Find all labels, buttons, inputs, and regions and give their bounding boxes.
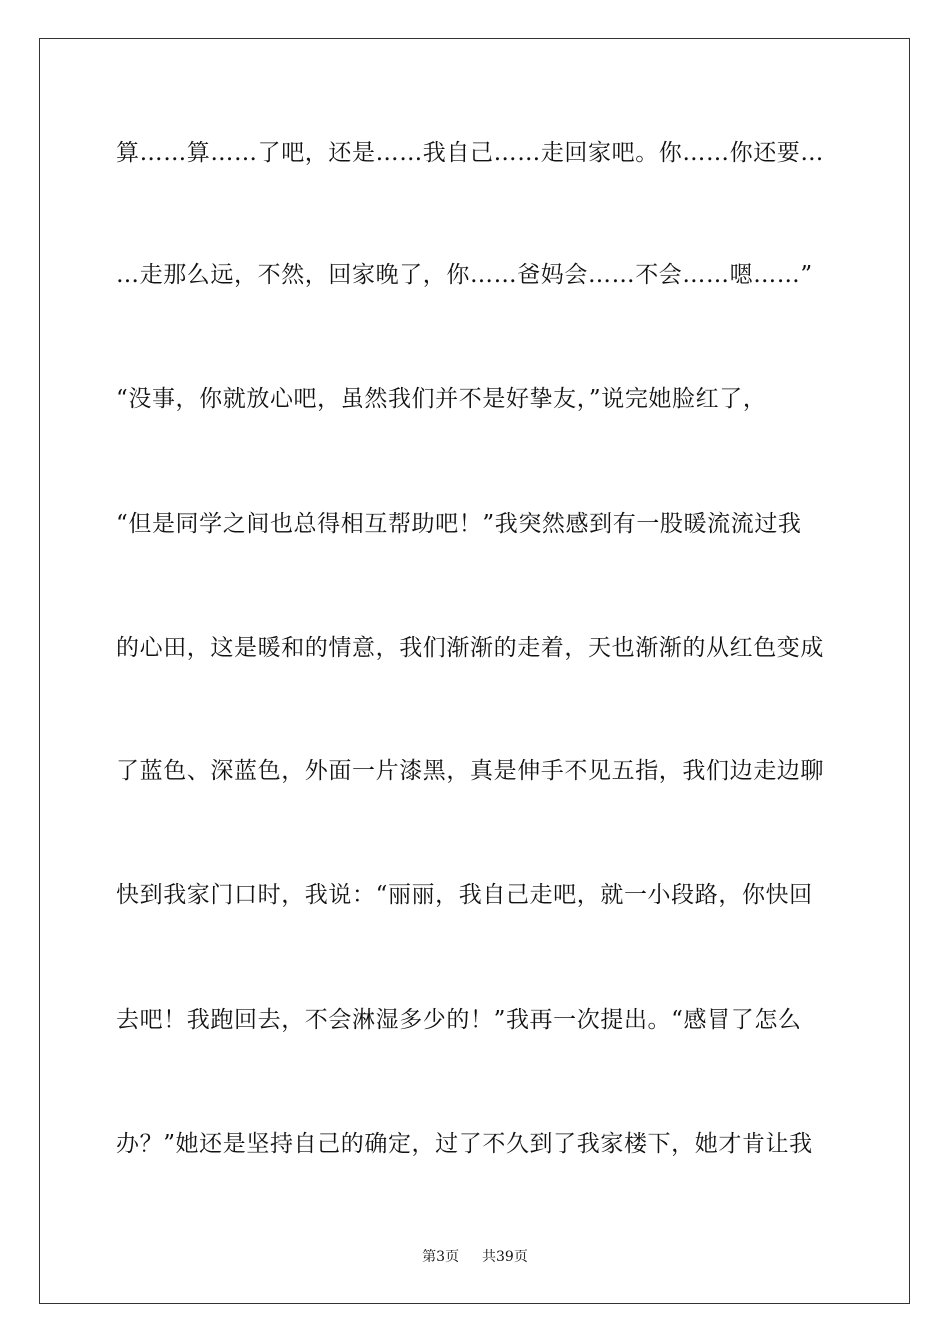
text-line-2: …走那么远，不然，回家晚了，你……爸妈会……不会……嗯……”: [116, 262, 813, 288]
text-line-8: 去吧！我跑回去，不会淋湿多少的！”我再一次提出。“感冒了怎么: [116, 1007, 802, 1033]
page-total: 共39页: [482, 1249, 528, 1265]
page-border: [39, 38, 910, 1304]
page-number: 第3页: [422, 1249, 460, 1265]
page-footer: [0, 1248, 950, 1266]
text-line-1: 算……算……了吧，还是……我自己……走回家吧。你……你还要…: [116, 140, 824, 166]
text-line-5: 的心田，这是暖和的情意，我们渐渐的走着，天也渐渐的从红色变成: [116, 635, 824, 661]
text-line-7: 快到我家门口时，我说：“丽丽，我自己走吧，就一小段路，你快回: [116, 882, 813, 908]
text-line-4: “但是同学之间也总得相互帮助吧！”我突然感到有一股暖流流过我: [116, 511, 802, 537]
text-line-9: 办？”她还是坚持自己的确定，过了不久到了我家楼下，她才肯让我: [116, 1131, 813, 1157]
text-line-3: “没事，你就放心吧，虽然我们并不是好挚友，”说完她脸红了，: [116, 386, 767, 412]
text-line-6: 了蓝色、深蓝色，外面一片漆黑，真是伸手不见五指，我们边走边聊: [116, 758, 824, 784]
